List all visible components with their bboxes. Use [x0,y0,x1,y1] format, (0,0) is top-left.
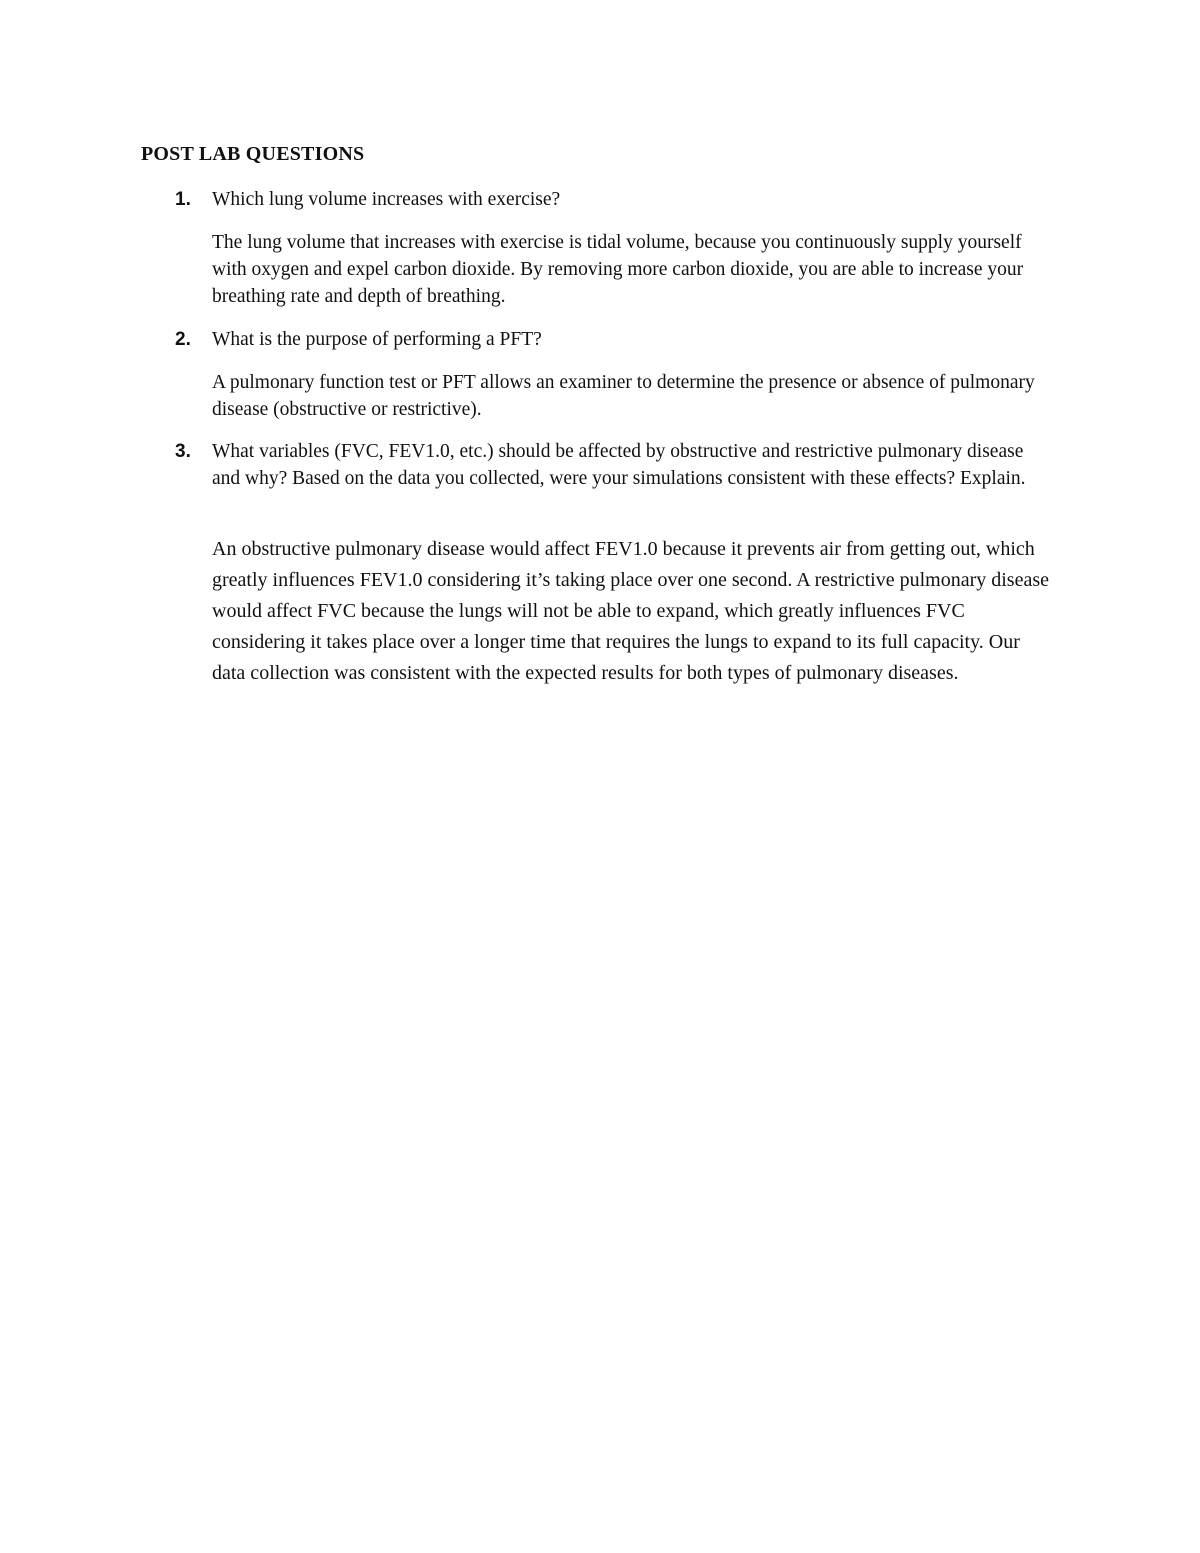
answer-3: An obstructive pulmonary disease would affect FEV1.0 because it prevents air from getting out, which greatly influences FEV1.0 considering it’s taking place over one second. A restrictive pulmonary disease would affect FVC because the lungs will not be able to expand, which greatly influences FVC considering it takes place over a longer time that requires the lungs to expand to its full capacity. Our data collection was consistent with the expected results for both types of pulmonary diseases. [212,538,1049,684]
answer-2: A pulmonary function test or PFT allows an examiner to determine the presence or absence of pulmonary disease (obstructive or restrictive). [212,372,1035,420]
question-text: Which lung volume increases with exercise? [212,189,561,210]
question-number: 3. [175,441,191,462]
answer-1: The lung volume that increases with exercise is tidal volume, because you continuously supply yourself with oxygen and expel carbon dioxide. By removing more carbon dioxide, you are able to increase your breathing rate and depth of breathing. [212,232,1024,307]
question-number: 2. [175,329,191,350]
question-text: What is the purpose of performing a PFT? [212,329,542,350]
question-number: 1. [175,189,191,210]
question-text: What variables (FVC, FEV1.0, etc.) should be affected by obstructive and restrictive pulmonary disease and why? Based on the data you collected, were your simulations consistent with these effects? Explain. [212,441,1026,489]
page-title: POST LAB QUESTIONS [141,143,365,165]
